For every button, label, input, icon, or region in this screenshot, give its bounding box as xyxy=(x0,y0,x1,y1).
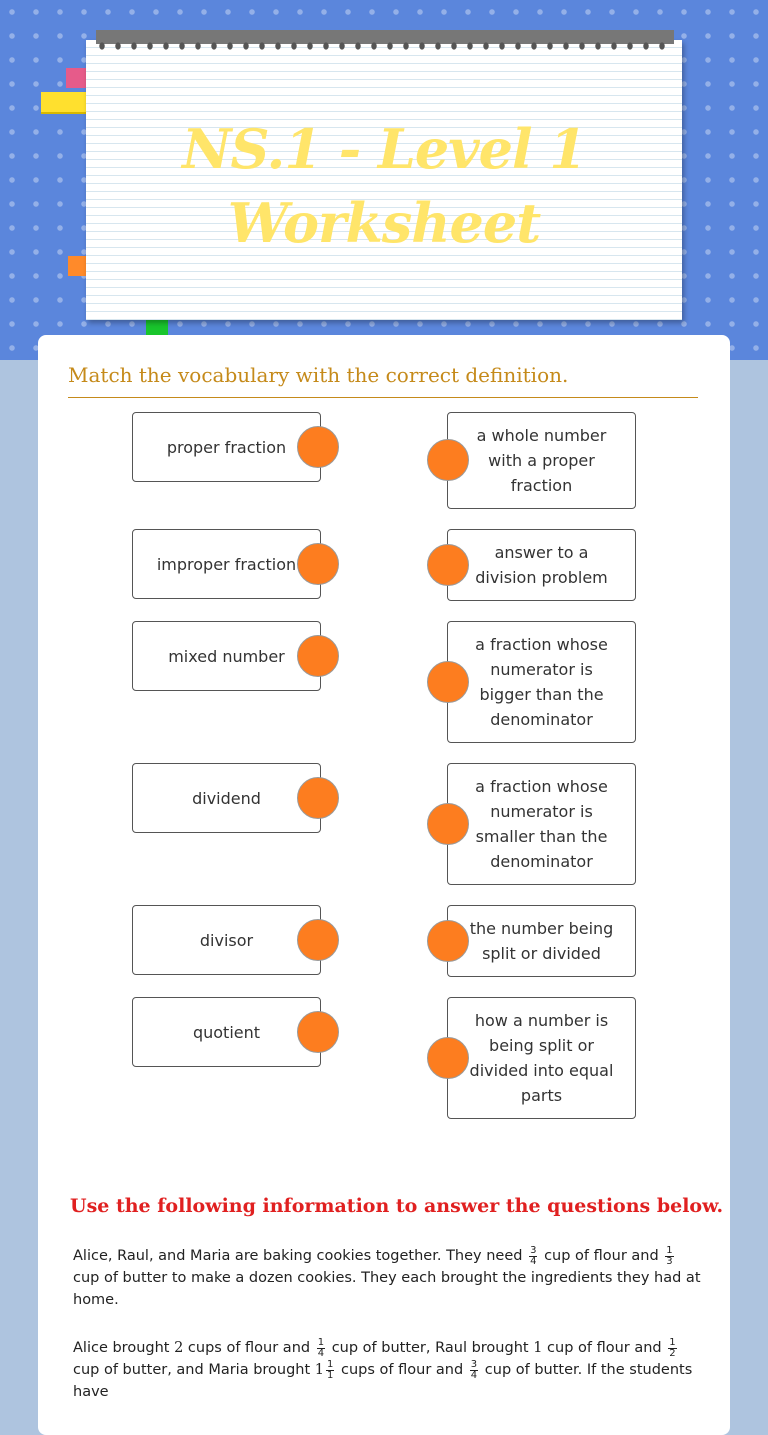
paragraph-text: cup of butter. If the students have xyxy=(73,1362,693,1400)
fraction: $\frac{1}{2}$ xyxy=(669,1336,676,1359)
fraction: $\frac{3}{4}$ xyxy=(530,1244,537,1267)
paragraph-text: cup of butter, Raul brought xyxy=(331,1340,529,1356)
term-box[interactable]: dividend xyxy=(132,763,321,833)
match-connector-dot[interactable] xyxy=(297,777,339,819)
paragraph-text: cup of butter, and Maria brought xyxy=(73,1362,311,1378)
section-heading: Use the following information to answer the questions below. xyxy=(70,1195,724,1217)
notepad-tab-yellow xyxy=(41,92,89,114)
definition-box[interactable]: how a number is being split or divided into equal parts xyxy=(447,997,636,1119)
match-connector-dot[interactable] xyxy=(427,661,469,703)
fraction: $\frac{3}{4}$ xyxy=(470,1358,478,1381)
definition-box[interactable]: a whole number with a proper fraction xyxy=(447,412,636,509)
paragraph-text: cups of flour and xyxy=(187,1340,311,1356)
paragraph-text: cup of flour and xyxy=(547,1340,662,1356)
match-connector-dot[interactable] xyxy=(297,426,339,468)
term-box[interactable]: divisor xyxy=(132,905,321,975)
number: 1 xyxy=(314,1362,325,1378)
term-box[interactable]: improper fraction xyxy=(132,529,321,599)
notepad-tab-green xyxy=(146,318,168,336)
match-connector-dot[interactable] xyxy=(427,439,469,481)
match-connector-dot[interactable] xyxy=(297,543,339,585)
paragraph-text: cup of butter to make a dozen cookies. They each brought the ingredients they had at home. xyxy=(73,1270,701,1308)
fraction: $\frac{1}{3}$ xyxy=(666,1244,673,1267)
match-connector-dot[interactable] xyxy=(297,1011,339,1053)
fraction: $\frac{1}{4}$ xyxy=(317,1336,325,1359)
paragraph-text: cups of flour and xyxy=(341,1362,464,1378)
definition-box[interactable]: a fraction whose numerator is smaller than the denominator xyxy=(447,763,636,885)
fraction: $\frac{1}{1}$ xyxy=(327,1358,334,1381)
page-title: NS.1 - Level 1 Worksheet xyxy=(182,117,586,255)
problem-paragraph xyxy=(73,1245,703,1311)
notepad-spiral xyxy=(96,28,674,52)
match-connector-dot[interactable] xyxy=(427,544,469,586)
number: 2 xyxy=(174,1340,184,1356)
definition-box[interactable]: the number being split or divided xyxy=(447,905,636,977)
match-connector-dot[interactable] xyxy=(427,1037,469,1079)
worksheet-card xyxy=(38,335,730,1435)
match-connector-dot[interactable] xyxy=(427,803,469,845)
definition-box[interactable]: a fraction whose numerator is bigger than the denominator xyxy=(447,621,636,743)
problem-paragraph xyxy=(73,1337,703,1403)
paragraph-text: Alice, Raul, and Maria are baking cookies together. They need xyxy=(73,1248,523,1264)
term-box[interactable]: proper fraction xyxy=(132,412,321,482)
match-connector-dot[interactable] xyxy=(297,635,339,677)
matching-instructions: Match the vocabulary with the correct definition. xyxy=(68,363,698,398)
paragraph-text: Alice brought xyxy=(73,1340,170,1356)
term-box[interactable]: mixed number xyxy=(132,621,321,691)
notepad-tab-orange xyxy=(68,256,88,276)
definition-box[interactable]: answer to a division problem xyxy=(447,529,636,601)
number: 1 xyxy=(533,1340,543,1356)
match-connector-dot[interactable] xyxy=(427,920,469,962)
notepad-tab-pink xyxy=(66,68,88,88)
paragraph-text: cup of flour and xyxy=(544,1248,659,1264)
match-connector-dot[interactable] xyxy=(297,919,339,961)
term-box[interactable]: quotient xyxy=(132,997,321,1067)
